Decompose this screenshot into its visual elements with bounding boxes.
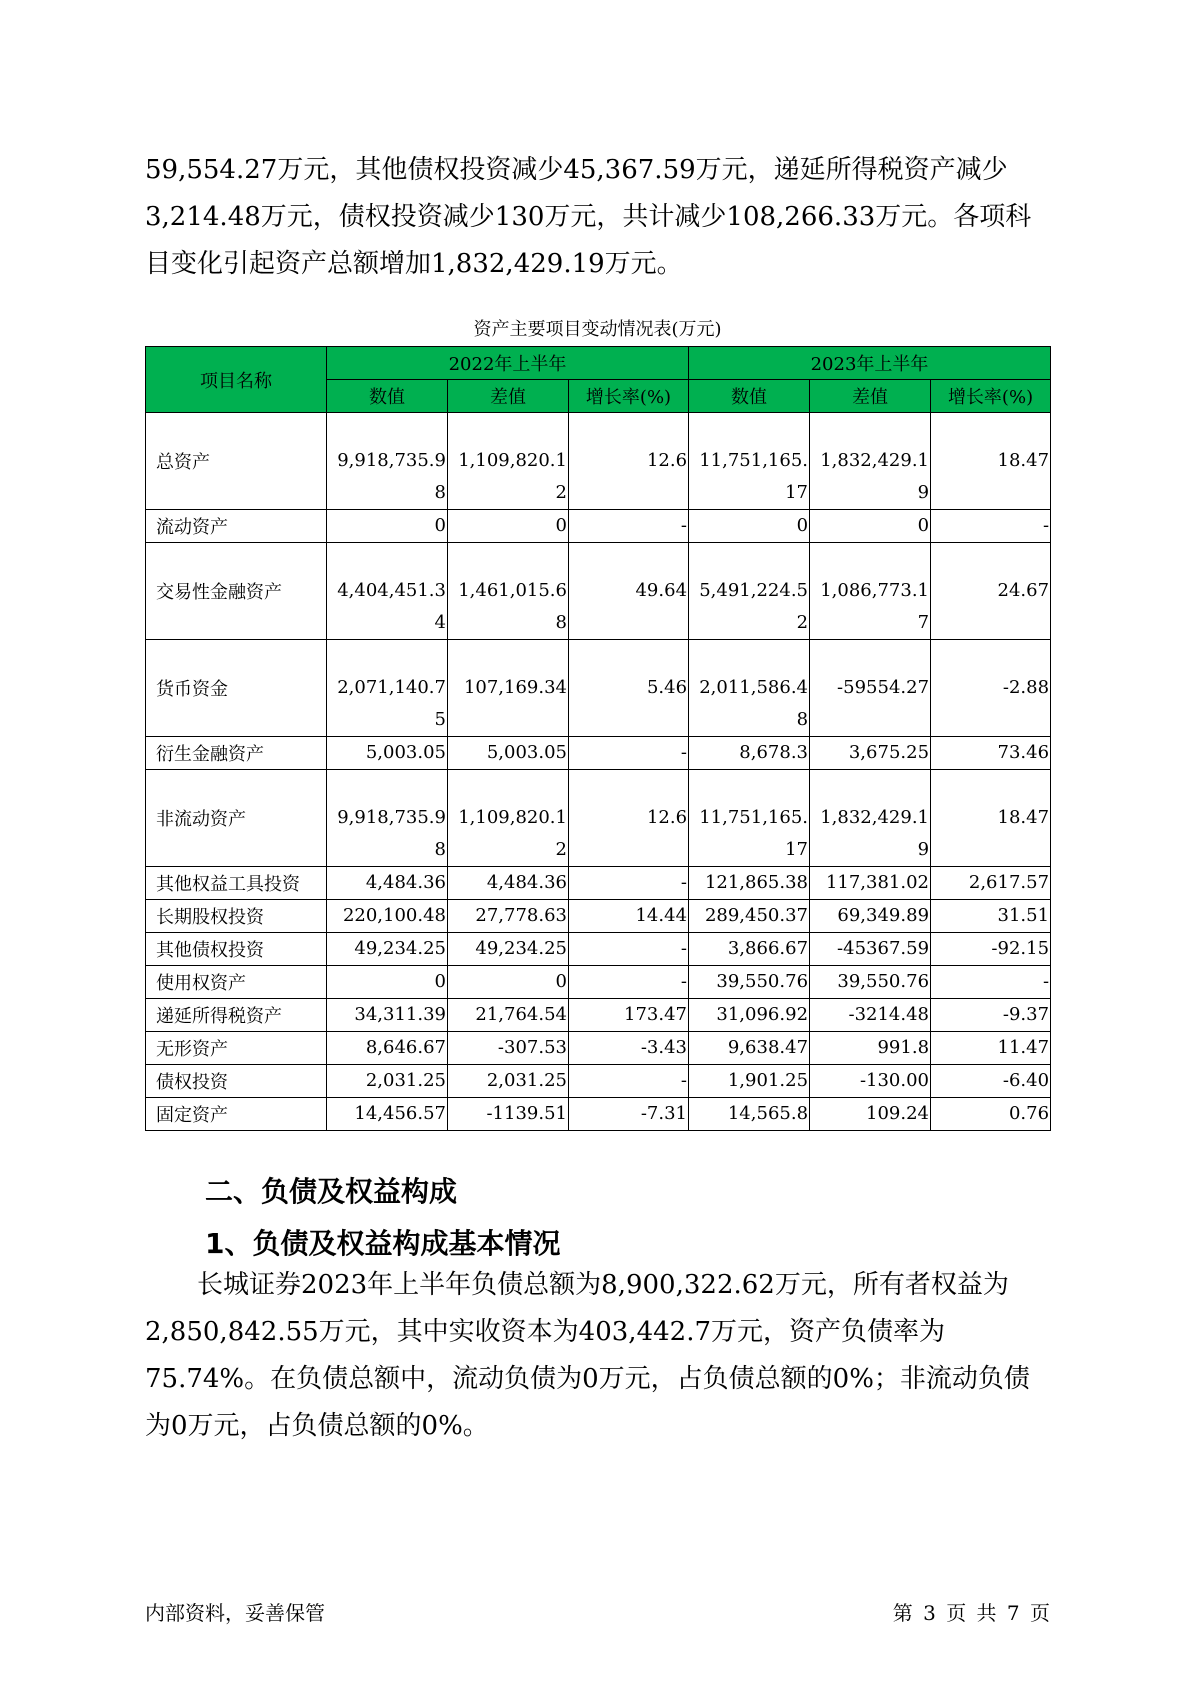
- cell-rate-2022: 12.6: [569, 413, 689, 510]
- cell-diff-2022: 0: [448, 966, 569, 999]
- cell-diff-2022: -1139.51: [448, 1098, 569, 1131]
- cell-diff-2022: 1,109,820.12: [448, 770, 569, 867]
- cell-diff-2022: 21,764.54: [448, 999, 569, 1032]
- row-name: 其他权益工具投资: [146, 867, 327, 900]
- header-value-2022: 数值: [327, 380, 448, 413]
- cell-rate-2023: 24.67: [931, 543, 1051, 640]
- table-row: [146, 770, 1051, 867]
- cell-diff-2022: 1,109,820.12: [448, 413, 569, 510]
- header-period-2023: 2023年上半年: [689, 347, 1051, 380]
- cell-value-2022: 34,311.39: [327, 999, 448, 1032]
- row-name: 长期股权投资: [146, 900, 327, 933]
- cell-rate-2022: -: [569, 867, 689, 900]
- cell-rate-2023: 2,617.57: [931, 867, 1051, 900]
- header-value-2023: 数值: [689, 380, 810, 413]
- cell-rate-2022: -: [569, 966, 689, 999]
- cell-rate-2022: -7.31: [569, 1098, 689, 1131]
- table-row: [146, 640, 1051, 737]
- cell-rate-2022: 173.47: [569, 999, 689, 1032]
- subsection-heading: 1、负债及权益构成基本情况: [205, 1227, 561, 1260]
- header-rate-2022: 增长率(%): [569, 380, 689, 413]
- cell-diff-2023: 3,675.25: [810, 737, 931, 770]
- cell-diff-2022: -307.53: [448, 1032, 569, 1065]
- cell-diff-2023: -45367.59: [810, 933, 931, 966]
- cell-diff-2023: 39,550.76: [810, 966, 931, 999]
- cell-diff-2022: 5,003.05: [448, 737, 569, 770]
- header-diff-2023: 差值: [810, 380, 931, 413]
- row-name: 交易性金融资产: [146, 543, 327, 640]
- cell-rate-2023: 73.46: [931, 737, 1051, 770]
- table-row: [146, 1098, 1051, 1131]
- cell-value-2023: 289,450.37: [689, 900, 810, 933]
- cell-value-2022: 4,404,451.34: [327, 543, 448, 640]
- cell-diff-2022: 0: [448, 510, 569, 543]
- table-row: [146, 413, 1051, 510]
- cell-diff-2023: -130.00: [810, 1065, 931, 1098]
- cell-value-2022: 5,003.05: [327, 737, 448, 770]
- cell-value-2023: 8,678.3: [689, 737, 810, 770]
- header-item-name: 项目名称: [146, 347, 327, 413]
- cell-diff-2022: 4,484.36: [448, 867, 569, 900]
- table-row: [146, 737, 1051, 770]
- cell-rate-2023: 18.47: [931, 770, 1051, 867]
- asset-changes-table: [145, 346, 1051, 1131]
- footer-page-number: 第 3 页 共 7 页: [892, 1601, 1050, 1625]
- section-heading: 二、负债及权益构成: [205, 1175, 458, 1208]
- cell-diff-2022: 2,031.25: [448, 1065, 569, 1098]
- cell-diff-2023: 109.24: [810, 1098, 931, 1131]
- table-row: [146, 966, 1051, 999]
- cell-value-2023: 11,751,165.17: [689, 770, 810, 867]
- cell-rate-2022: 14.44: [569, 900, 689, 933]
- cell-rate-2022: -: [569, 737, 689, 770]
- cell-diff-2023: 1,832,429.19: [810, 413, 931, 510]
- cell-rate-2023: 31.51: [931, 900, 1051, 933]
- cell-value-2022: 0: [327, 966, 448, 999]
- row-name: 固定资产: [146, 1098, 327, 1131]
- row-name: 总资产: [146, 413, 327, 510]
- cell-value-2022: 14,456.57: [327, 1098, 448, 1131]
- header-diff-2022: 差值: [448, 380, 569, 413]
- cell-rate-2023: -: [931, 966, 1051, 999]
- cell-diff-2023: -59554.27: [810, 640, 931, 737]
- footer-confidential-note: 内部资料，妥善保管: [145, 1601, 325, 1625]
- row-name: 使用权资产: [146, 966, 327, 999]
- cell-rate-2022: -: [569, 1065, 689, 1098]
- cell-diff-2022: 49,234.25: [448, 933, 569, 966]
- row-name: 递延所得税资产: [146, 999, 327, 1032]
- header-rate-2023: 增长率(%): [931, 380, 1051, 413]
- cell-value-2023: 39,550.76: [689, 966, 810, 999]
- cell-rate-2023: -: [931, 510, 1051, 543]
- cell-value-2022: 8,646.67: [327, 1032, 448, 1065]
- cell-value-2022: 49,234.25: [327, 933, 448, 966]
- table-row: [146, 543, 1051, 640]
- cell-diff-2022: 107,169.34: [448, 640, 569, 737]
- table-caption: 资产主要项目变动情况表(万元): [473, 319, 722, 340]
- row-name: 其他债权投资: [146, 933, 327, 966]
- cell-value-2023: 0: [689, 510, 810, 543]
- cell-rate-2023: 18.47: [931, 413, 1051, 510]
- intro-paragraph: 59,554.27万元，其他债权投资减少45,367.59万元，递延所得税资产减少3,214.48万元，债权投资减少130万元，共计减少108,266.33万元。各项科目变化引起资产总额增加1,832,429.19万元。: [145, 155, 1032, 279]
- cell-rate-2023: -92.15: [931, 933, 1051, 966]
- cell-diff-2023: -3214.48: [810, 999, 931, 1032]
- cell-diff-2023: 1,086,773.17: [810, 543, 931, 640]
- table-row: [146, 1065, 1051, 1098]
- cell-rate-2022: -: [569, 933, 689, 966]
- header-period-2022: 2022年上半年: [327, 347, 689, 380]
- cell-rate-2022: -3.43: [569, 1032, 689, 1065]
- cell-rate-2023: 11.47: [931, 1032, 1051, 1065]
- cell-value-2023: 9,638.47: [689, 1032, 810, 1065]
- cell-value-2022: 2,031.25: [327, 1065, 448, 1098]
- cell-rate-2022: 12.6: [569, 770, 689, 867]
- table-row: [146, 933, 1051, 966]
- cell-value-2023: 2,011,586.48: [689, 640, 810, 737]
- row-name: 货币资金: [146, 640, 327, 737]
- cell-value-2022: 220,100.48: [327, 900, 448, 933]
- cell-diff-2023: 69,349.89: [810, 900, 931, 933]
- cell-rate-2022: 5.46: [569, 640, 689, 737]
- cell-rate-2023: 0.76: [931, 1098, 1051, 1131]
- table-row: [146, 510, 1051, 543]
- table-row: [146, 900, 1051, 933]
- cell-value-2023: 121,865.38: [689, 867, 810, 900]
- body-paragraph: 长城证券2023年上半年负债总额为8,900,322.62万元，所有者权益为2,850,842.55万元，其中实收资本为403,442.7万元，资产负债率为75.74%。在负债总额中，流动负债为0万元，占负债总额的0%；非流动负债为0万元，占负债总额的0%。: [145, 1270, 1030, 1441]
- table-row: [146, 999, 1051, 1032]
- cell-value-2022: 4,484.36: [327, 867, 448, 900]
- cell-value-2023: 1,901.25: [689, 1065, 810, 1098]
- cell-value-2023: 3,866.67: [689, 933, 810, 966]
- cell-value-2023: 11,751,165.17: [689, 413, 810, 510]
- row-name: 非流动资产: [146, 770, 327, 867]
- cell-value-2022: 0: [327, 510, 448, 543]
- row-name: 流动资产: [146, 510, 327, 543]
- cell-value-2022: 2,071,140.75: [327, 640, 448, 737]
- cell-value-2023: 14,565.8: [689, 1098, 810, 1131]
- cell-diff-2022: 1,461,015.68: [448, 543, 569, 640]
- row-name: 债权投资: [146, 1065, 327, 1098]
- cell-rate-2022: -: [569, 510, 689, 543]
- cell-rate-2023: -6.40: [931, 1065, 1051, 1098]
- cell-diff-2023: 117,381.02: [810, 867, 931, 900]
- row-name: 衍生金融资产: [146, 737, 327, 770]
- cell-value-2022: 9,918,735.98: [327, 413, 448, 510]
- cell-rate-2023: -9.37: [931, 999, 1051, 1032]
- cell-diff-2022: 27,778.63: [448, 900, 569, 933]
- cell-rate-2022: 49.64: [569, 543, 689, 640]
- table-row: [146, 867, 1051, 900]
- cell-value-2022: 9,918,735.98: [327, 770, 448, 867]
- row-name: 无形资产: [146, 1032, 327, 1065]
- cell-value-2023: 5,491,224.52: [689, 543, 810, 640]
- cell-diff-2023: 1,832,429.19: [810, 770, 931, 867]
- cell-diff-2023: 991.8: [810, 1032, 931, 1065]
- cell-value-2023: 31,096.92: [689, 999, 810, 1032]
- cell-rate-2023: -2.88: [931, 640, 1051, 737]
- cell-diff-2023: 0: [810, 510, 931, 543]
- table-row: [146, 1032, 1051, 1065]
